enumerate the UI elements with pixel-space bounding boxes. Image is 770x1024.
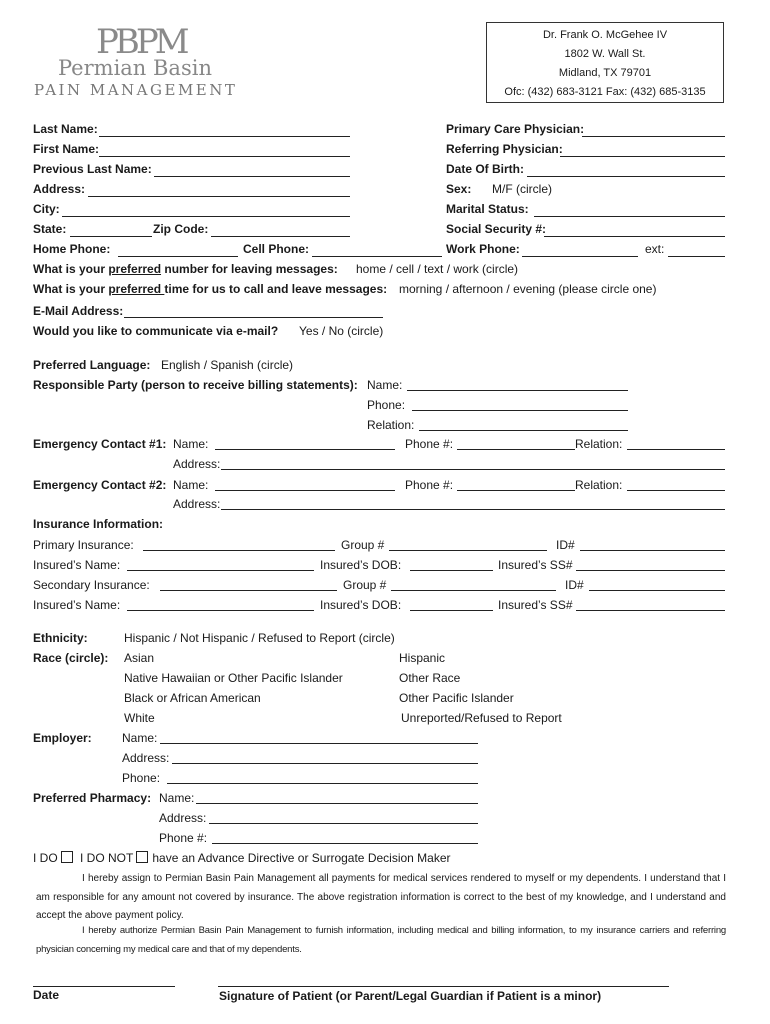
message-number-options[interactable]: home / cell / text / work (circle) — [356, 262, 519, 276]
city-field[interactable] — [62, 216, 350, 217]
state-label: State: — [33, 222, 67, 236]
sex-label: Sex: — [446, 182, 472, 196]
primary-id-label: ID# — [556, 538, 575, 552]
authorization-paragraph: I hereby authorize Permian Basin Pain Management to furnish information, including medical and billing information, to my insurance carriers and referring physician concerning my medical care and that of my dependents. — [36, 925, 726, 955]
ec2-relation-label: Relation: — [575, 478, 623, 492]
pharmacy-address-label: Address: — [159, 811, 207, 825]
zip-field[interactable] — [211, 236, 350, 237]
insured-ss-2-label: Insured’s SS# — [498, 598, 573, 612]
ec1-address-field[interactable] — [221, 469, 725, 470]
responsible-name-label: Name: — [367, 378, 403, 392]
message-time-options[interactable]: morning / afternoon / evening (please circle one) — [399, 282, 657, 296]
email-label: E-Mail Address: — [33, 304, 124, 318]
last-name-field[interactable] — [99, 136, 350, 137]
email-options[interactable]: Yes / No (circle) — [299, 324, 384, 338]
first-name-label: First Name: — [33, 142, 100, 156]
svg-text:PBPM: PBPM — [96, 22, 186, 62]
address-field[interactable] — [88, 196, 350, 197]
responsible-party-label: Responsible Party (person to receive billing statements): — [33, 378, 358, 392]
insured-dob-2-label: Insured’s DOB: — [320, 598, 402, 612]
ethnicity-options[interactable]: Hispanic / Not Hispanic / Refused to Report (circle) — [124, 631, 395, 645]
ec1-name-field[interactable] — [215, 449, 395, 450]
secondary-group-label: Group # — [343, 578, 387, 592]
primary-group-field[interactable] — [389, 550, 547, 551]
race-option-asian[interactable]: Asian — [124, 651, 155, 665]
sex-options[interactable]: M/F (circle) — [492, 182, 552, 196]
race-option-pacific-islander[interactable]: Native Hawaiian or Other Pacific Islander — [124, 671, 343, 685]
ec1-phone-label: Phone #: — [405, 437, 454, 451]
employer-name-field[interactable] — [160, 743, 478, 744]
pharmacy-address-field[interactable] — [209, 823, 478, 824]
i-do-not-checkbox[interactable] — [136, 851, 148, 863]
ec2-address-label: Address: — [173, 497, 221, 511]
race-option-other[interactable]: Other Race — [399, 671, 461, 685]
pharmacy-phone-field[interactable] — [212, 843, 478, 844]
ext-label: ext: — [645, 242, 665, 256]
secondary-id-field[interactable] — [589, 590, 725, 591]
assignment-paragraph: I hereby assign to Permian Basin Pain Management all payments for medical services rendered to myself or my dependents. I understand that I am responsible for any amount not covered by insurance. The above registration information is correct to the best of my knowledge, and I understand and accept the above payment policy. — [36, 873, 726, 921]
employer-label: Employer: — [33, 731, 92, 745]
pharmacy-name-label: Name: — [159, 791, 195, 805]
insured-name-1-label: Insured’s Name: — [33, 558, 121, 572]
ec2-address-field[interactable] — [221, 509, 725, 510]
ec2-phone-label: Phone #: — [405, 478, 454, 492]
email-field[interactable] — [124, 317, 383, 318]
doctor-street: 1802 W. Wall St. — [564, 48, 646, 60]
state-field[interactable] — [70, 236, 152, 237]
work-phone-label: Work Phone: — [446, 242, 520, 256]
responsible-phone-label: Phone: — [367, 398, 406, 412]
message-number-question: What is your preferred number for leaving messages: — [33, 262, 338, 276]
home-phone-label: Home Phone: — [33, 242, 111, 256]
ssn-field[interactable] — [544, 236, 725, 237]
logo-line1: Permian Basin — [58, 56, 212, 80]
referring-label: Referring Physician: — [446, 142, 563, 156]
ec2-name-field[interactable] — [215, 490, 395, 491]
employer-phone-label: Phone: — [122, 771, 161, 785]
language-options[interactable]: English / Spanish (circle) — [161, 358, 294, 372]
cell-phone-field[interactable] — [312, 256, 442, 257]
secondary-group-field[interactable] — [391, 590, 556, 591]
logo-line2: PAIN MANAGEMENT — [34, 81, 238, 99]
insurance-header: Insurance Information: — [33, 517, 164, 531]
secondary-insurance-label: Secondary Insurance: — [33, 578, 150, 592]
responsible-name-field[interactable] — [407, 390, 628, 391]
advance-directive-text: have an Advance Directive or Surrogate Decision Maker — [152, 851, 451, 865]
employer-address-field[interactable] — [172, 763, 478, 764]
ec2-name-label: Name: — [173, 478, 209, 492]
practice-logo — [34, 18, 249, 103]
i-do-label: I DO — [33, 851, 58, 865]
cell-phone-label: Cell Phone: — [243, 242, 310, 256]
insured-ss-1-field[interactable] — [576, 570, 725, 571]
insured-name-2-field[interactable] — [127, 610, 314, 611]
insured-ss-2-field[interactable] — [576, 610, 725, 611]
employer-name-label: Name: — [122, 731, 158, 745]
emergency-contact-2-label: Emergency Contact #2: — [33, 478, 167, 492]
primary-insurance-field[interactable] — [143, 550, 335, 551]
date-label: Date — [33, 988, 60, 1002]
ethnicity-label: Ethnicity: — [33, 631, 88, 645]
zip-label: Zip Code: — [153, 222, 209, 236]
work-phone-field[interactable] — [522, 256, 638, 257]
race-option-white[interactable]: White — [124, 711, 155, 725]
pharmacy-name-field[interactable] — [196, 803, 478, 804]
signature-line[interactable] — [218, 986, 669, 987]
marital-label: Marital Status: — [446, 202, 529, 216]
ec1-address-label: Address: — [173, 457, 221, 471]
secondary-id-label: ID# — [565, 578, 584, 592]
i-do-not-label: I DO NOT — [80, 851, 134, 865]
previous-last-name-field[interactable] — [154, 176, 350, 177]
pharmacy-phone-label: Phone #: — [159, 831, 208, 845]
dob-field[interactable] — [527, 176, 725, 177]
last-name-label: Last Name: — [33, 122, 98, 136]
insured-dob-1-label: Insured’s DOB: — [320, 558, 402, 572]
doctor-phones: Ofc: (432) 683-3121 Fax: (432) 685-3135 — [504, 86, 706, 98]
marital-field[interactable] — [534, 216, 725, 217]
advance-directive-row — [33, 851, 451, 865]
i-do-checkbox[interactable] — [61, 851, 73, 863]
ec1-relation-field[interactable] — [627, 449, 725, 450]
responsible-relation-field[interactable] — [419, 430, 628, 431]
doctor-city: Midland, TX 79701 — [558, 67, 652, 79]
insured-dob-1-field[interactable] — [410, 570, 493, 571]
pharmacy-label: Preferred Pharmacy: — [33, 791, 152, 805]
insured-dob-2-field[interactable] — [410, 610, 493, 611]
date-line[interactable] — [33, 986, 175, 987]
signature-label: Signature of Patient (or Parent/Legal Guardian if Patient is a minor) — [219, 989, 602, 1003]
primary-id-field[interactable] — [580, 550, 725, 551]
responsible-phone-field[interactable] — [412, 410, 628, 411]
race-label: Race (circle): — [33, 651, 109, 665]
race-option-black[interactable]: Black or African American — [124, 691, 261, 705]
dob-label: Date Of Birth: — [446, 162, 524, 176]
employer-phone-field[interactable] — [167, 783, 478, 784]
pcp-field[interactable] — [582, 136, 725, 137]
ec2-phone-field[interactable] — [457, 490, 575, 491]
insured-ss-1-label: Insured’s SS# — [498, 558, 573, 572]
primary-group-label: Group # — [341, 538, 385, 552]
pcp-label: Primary Care Physician: — [446, 122, 585, 136]
first-name-field[interactable] — [99, 156, 350, 157]
employer-address-label: Address: — [122, 751, 170, 765]
email-question: Would you like to communicate via e-mail? — [33, 324, 279, 338]
previous-last-name-label: Previous Last Name: — [33, 162, 152, 176]
ec1-phone-field[interactable] — [457, 449, 575, 450]
race-option-unreported[interactable]: Unreported/Refused to Report — [401, 711, 562, 725]
ec1-relation-label: Relation: — [575, 437, 623, 451]
race-option-hispanic[interactable]: Hispanic — [399, 651, 446, 665]
insured-name-2-label: Insured’s Name: — [33, 598, 121, 612]
ec1-name-label: Name: — [173, 437, 209, 451]
message-time-question: What is your preferred time for us to call and leave messages: — [33, 282, 388, 296]
address-label: Address: — [33, 182, 86, 196]
language-label: Preferred Language: — [33, 358, 151, 372]
ext-field[interactable] — [668, 256, 725, 257]
race-option-other-pacific[interactable]: Other Pacific Islander — [399, 691, 514, 705]
emergency-contact-1-label: Emergency Contact #1: — [33, 437, 167, 451]
secondary-insurance-field[interactable] — [160, 590, 337, 591]
referring-field[interactable] — [560, 156, 725, 157]
primary-insurance-label: Primary Insurance: — [33, 538, 134, 552]
home-phone-field[interactable] — [118, 256, 238, 257]
city-label: City: — [33, 202, 60, 216]
doctor-address-box — [486, 22, 724, 103]
ec2-relation-field[interactable] — [627, 490, 725, 491]
insured-name-1-field[interactable] — [127, 570, 314, 571]
doctor-name: Dr. Frank O. McGehee IV — [542, 29, 668, 41]
responsible-relation-label: Relation: — [367, 418, 415, 432]
ssn-label: Social Security #: — [446, 222, 547, 236]
